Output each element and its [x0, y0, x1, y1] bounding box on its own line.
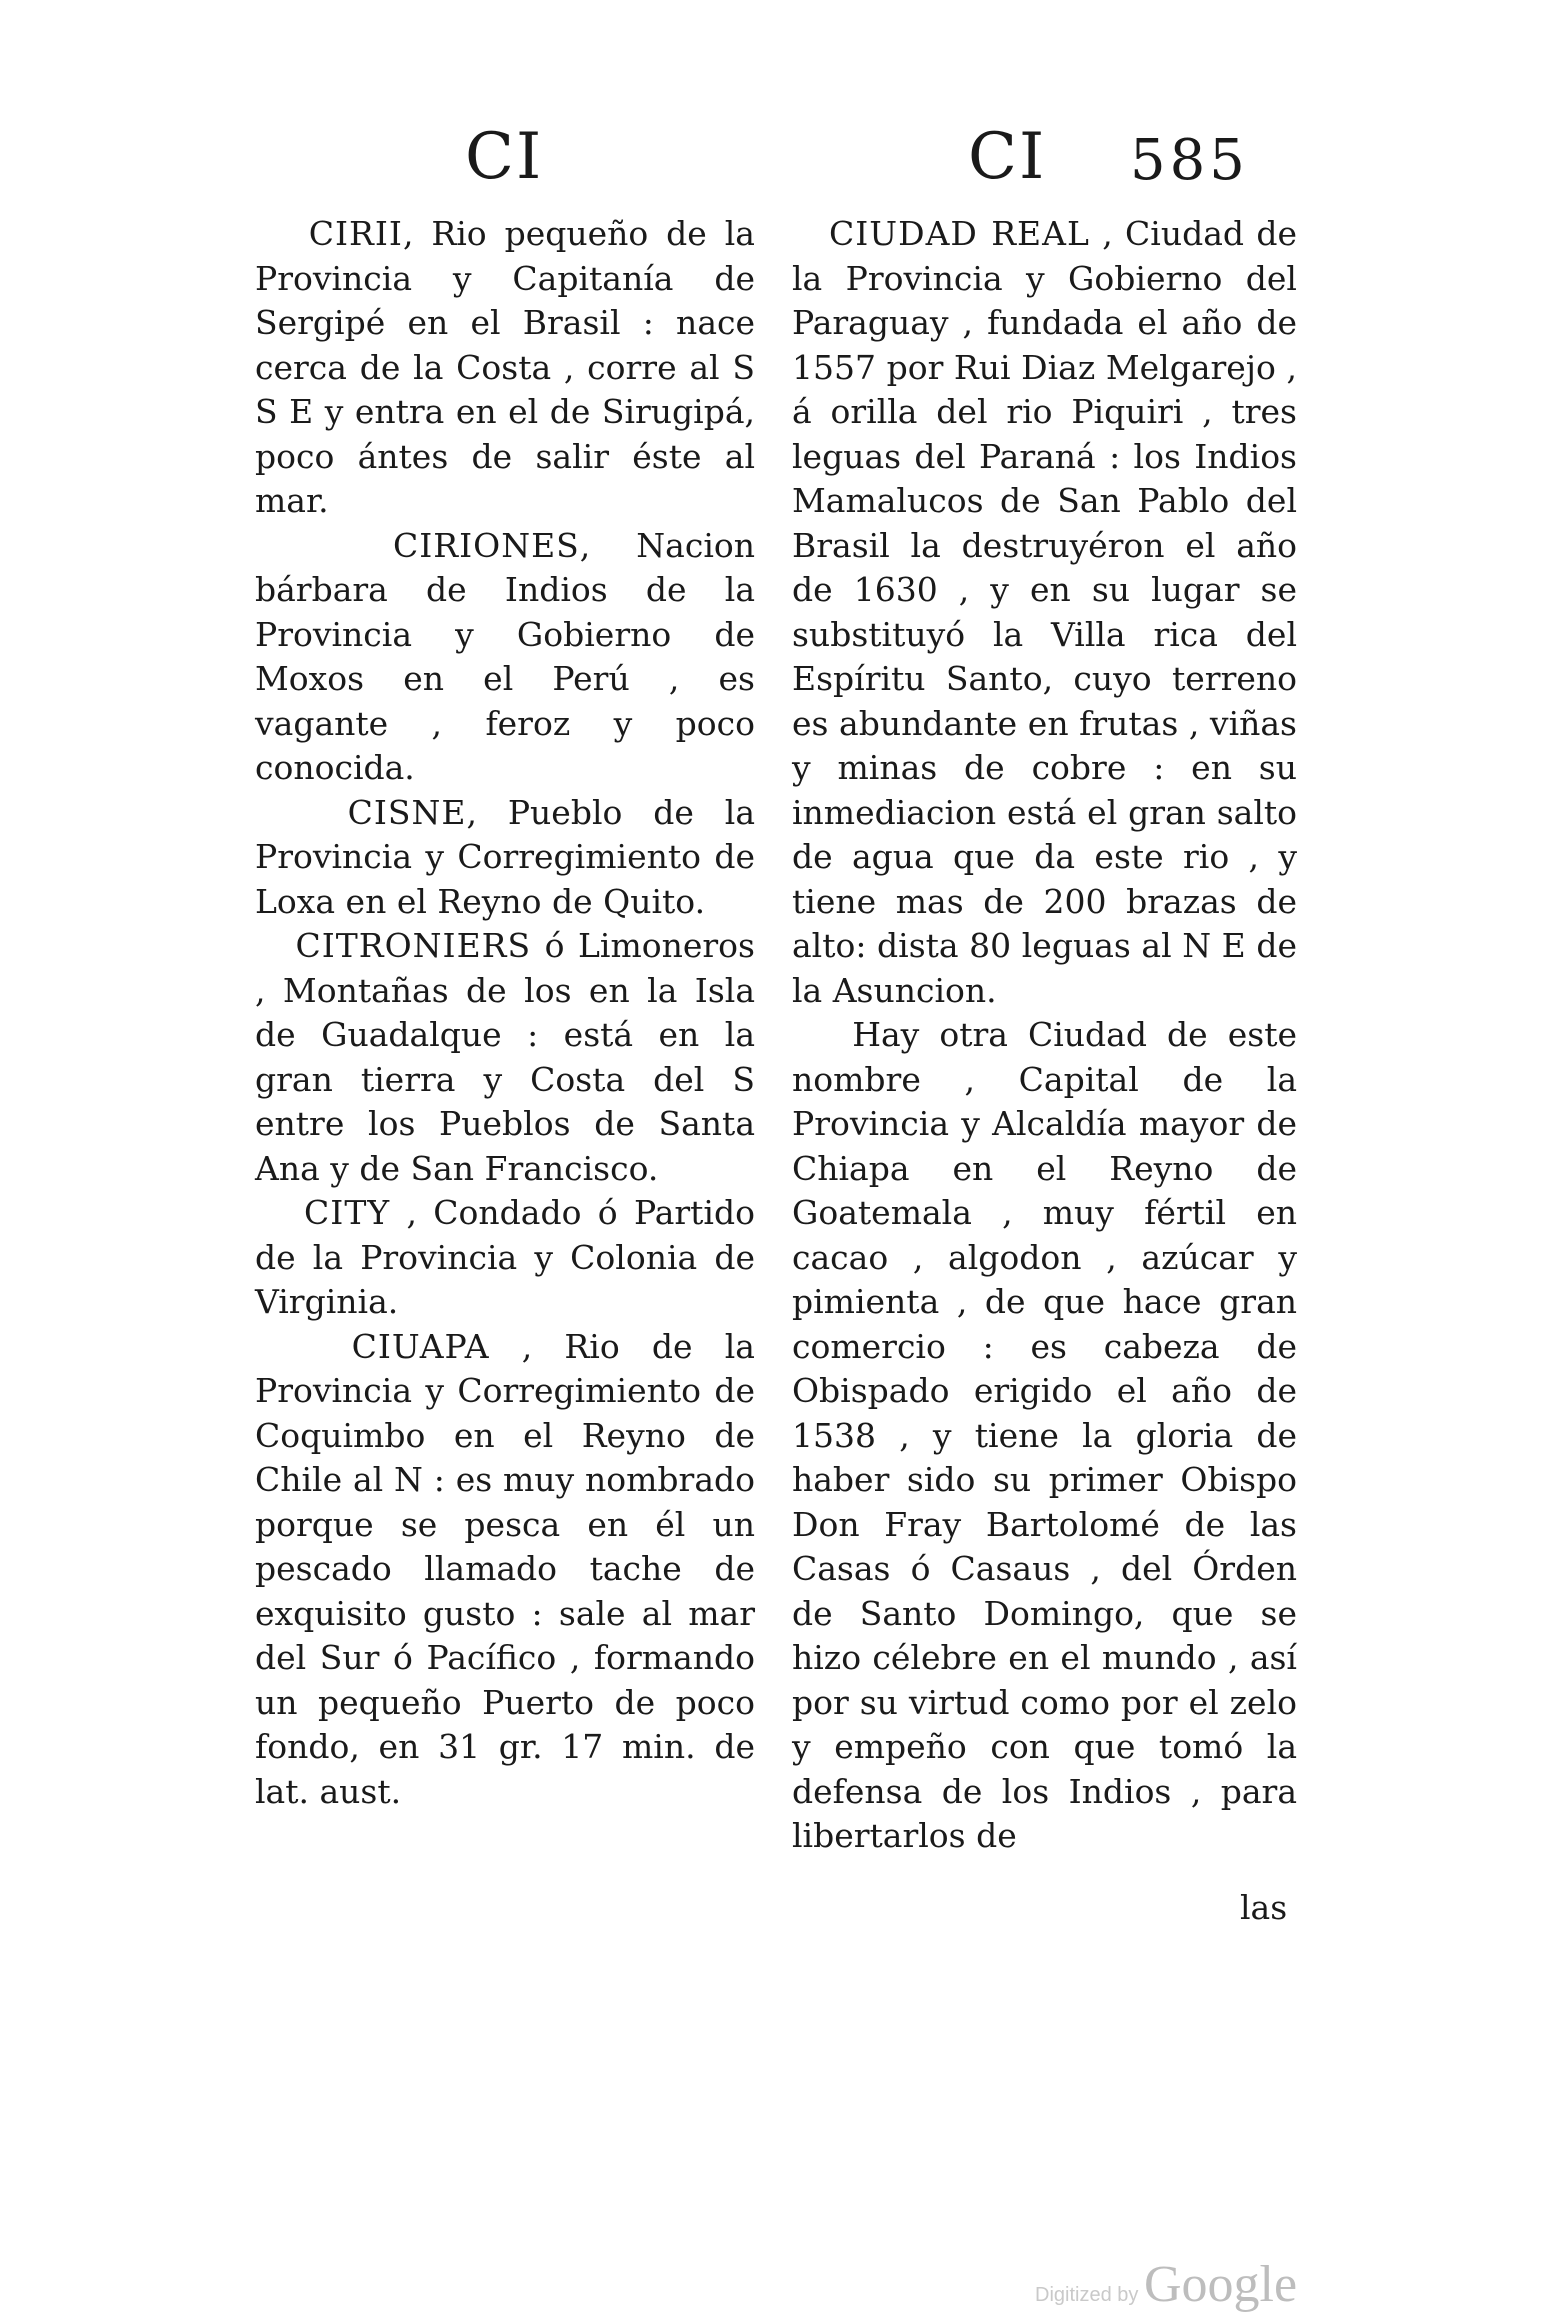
entry: [255, 791, 755, 925]
entry: [255, 524, 755, 791]
entry: [255, 1325, 755, 1815]
catchword: las: [1240, 1888, 1288, 1927]
google-logo: Google: [1143, 2256, 1298, 2313]
left-column: [255, 212, 755, 1814]
entry-headword: CIRIONES: [393, 525, 580, 565]
entry-headword: CIUDAD REAL: [829, 214, 1090, 253]
entry: [255, 1191, 755, 1325]
page-number: 585: [1130, 128, 1249, 193]
digitized-watermark: [1035, 2255, 1297, 2314]
entry-headword: CIRII: [308, 214, 403, 253]
entry-headword: CISNE: [347, 792, 467, 832]
entry-text: , Rio de la Provincia y Corregimiento de Coquimbo en el Reyno de Chile al N : es muy nombrado porque se pesca en él un pescado llamado tache de exquisito gusto : sale al mar del Sur ó Pacífico , formando un pequeño Puerto de poco fondo, en 31 gr. 17 min. de lat. aust.: [255, 1326, 755, 1811]
entry-headword: CITRONIERS: [295, 926, 532, 965]
entry-text: ó Limoneros , Montañas de los en la Isla de Guadalque : está en la gran tierra y Costa del S entre los Pueblos de Santa Ana y de San Francisco.: [255, 926, 755, 1188]
entry-headword: CITY: [304, 1193, 391, 1232]
entry-text: Hay otra Ciudad de este nombre , Capital de la Provincia y Alcaldía mayor de Chiapa en el Reyno de Goatemala , muy fértil en cacao , algodon , azúcar y pimienta , de que hace gran comercio : es cabeza de Obispado erigido el año de 1538 , y tiene la gloria de haber sido su primer Obispo Don Fray Bartolomé de las Casas ó Casaus , del Órden de Santo Domingo, que se hizo célebre en el mundo , así por su virtud como por el zelo y empeño con que tomó la defensa de los Indios , para libertarlos de: [792, 1015, 1297, 1855]
entry: [792, 212, 1297, 1013]
running-head-right: CI: [968, 120, 1047, 194]
entry-text: , Rio pequeño de la Provincia y Capitanía de Sergipé en el Brasil : nace cerca de la Costa , corre al S S E y entra en el de Sirugipá, poco ántes de salir éste al mar.: [255, 214, 755, 520]
right-column: [792, 212, 1297, 1859]
entry: [255, 212, 755, 524]
entry-text: , Ciudad de la Provincia y Gobierno del Paraguay , fundada el año de 1557 por Rui Diaz Melgarejo , á orilla del rio Piquiri , tres leguas del Paraná : los Indios Mamalucos de San Pablo del Brasil la destruyéron el año de 1630 , y en su lugar se substituyó la Villa rica del Espíritu Santo, cuyo terreno es abundante en frutas , viñas y minas de cobre : en su inmediacion está el gran salto de agua que da este rio , y tiene mas de 200 brazas de alto: dista 80 leguas al N E de la Asuncion.: [792, 214, 1297, 1010]
entry-text: , Condado ó Partido de la Provincia y Colonia de Virginia.: [255, 1193, 755, 1321]
entry-text: , Nacion bárbara de Indios de la Provincia y Gobierno de Moxos en el Perú , es vagante , feroz y poco conocida.: [255, 525, 755, 787]
entry-headword: CIUAPA: [351, 1326, 490, 1366]
running-head-left: CI: [465, 120, 544, 194]
entry: [255, 924, 755, 1191]
entry-continuation: [792, 1013, 1297, 1859]
watermark-prefix: Digitized by: [1035, 2284, 1139, 2306]
entry-text: , Pueblo de la Provincia y Corregimiento de Loxa en el Reyno de Quito.: [255, 792, 755, 921]
